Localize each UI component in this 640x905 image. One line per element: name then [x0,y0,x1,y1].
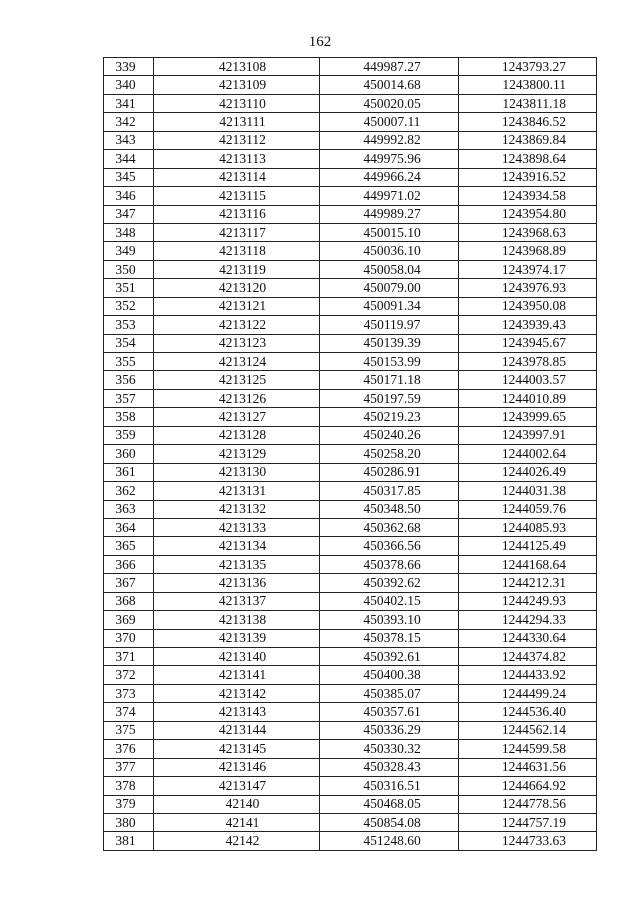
row-number-cell: 374 [104,703,154,721]
row-number-cell: 360 [104,445,154,463]
point-id-cell: 4213142 [154,684,320,702]
row-number-cell: 357 [104,389,154,407]
row-number-cell: 350 [104,260,154,278]
row-number-cell: 345 [104,168,154,186]
row-number-cell: 339 [104,58,154,76]
y-coordinate-cell: 1244031.38 [459,482,597,500]
row-number-cell: 354 [104,334,154,352]
x-coordinate-cell: 450015.10 [320,223,459,241]
y-coordinate-cell: 1244168.64 [459,555,597,573]
x-coordinate-cell: 450393.10 [320,611,459,629]
x-coordinate-cell: 450400.38 [320,666,459,684]
y-coordinate-cell: 1243968.89 [459,242,597,260]
x-coordinate-cell: 450286.91 [320,463,459,481]
point-id-cell: 42142 [154,832,320,850]
table-row [104,795,597,813]
point-id-cell: 4213113 [154,150,320,168]
y-coordinate-cell: 1244562.14 [459,721,597,739]
row-number-cell: 380 [104,813,154,831]
point-id-cell: 4213118 [154,242,320,260]
x-coordinate-cell: 450119.97 [320,316,459,334]
table-row [104,113,597,131]
table-row [104,721,597,739]
y-coordinate-cell: 1244085.93 [459,518,597,536]
x-coordinate-cell: 450153.99 [320,353,459,371]
y-coordinate-cell: 1244010.89 [459,389,597,407]
row-number-cell: 366 [104,555,154,573]
table-row [104,611,597,629]
row-number-cell: 352 [104,297,154,315]
x-coordinate-cell: 450091.34 [320,297,459,315]
point-id-cell: 4213108 [154,58,320,76]
point-id-cell: 4213132 [154,500,320,518]
table-row [104,131,597,149]
x-coordinate-cell: 450378.66 [320,555,459,573]
x-coordinate-cell: 450362.68 [320,518,459,536]
point-id-cell: 4213138 [154,611,320,629]
y-coordinate-cell: 1244002.64 [459,445,597,463]
point-id-cell: 4213109 [154,76,320,94]
y-coordinate-cell: 1243934.58 [459,187,597,205]
y-coordinate-cell: 1243950.08 [459,297,597,315]
point-id-cell: 4213121 [154,297,320,315]
table-row [104,537,597,555]
table-row [104,518,597,536]
point-id-cell: 4213112 [154,131,320,149]
x-coordinate-cell: 450197.59 [320,389,459,407]
x-coordinate-cell: 450328.43 [320,758,459,776]
x-coordinate-cell: 450385.07 [320,684,459,702]
row-number-cell: 370 [104,629,154,647]
y-coordinate-cell: 1244536.40 [459,703,597,721]
y-coordinate-cell: 1243811.18 [459,94,597,112]
y-coordinate-cell: 1243846.52 [459,113,597,131]
x-coordinate-cell: 449975.96 [320,150,459,168]
coordinates-table-container [103,57,596,851]
page-number: 162 [308,34,332,50]
y-coordinate-cell: 1243939.43 [459,316,597,334]
y-coordinate-cell: 1244026.49 [459,463,597,481]
row-number-cell: 363 [104,500,154,518]
y-coordinate-cell: 1243898.64 [459,150,597,168]
y-coordinate-cell: 1243800.11 [459,76,597,94]
row-number-cell: 362 [104,482,154,500]
table-row [104,426,597,444]
table-row [104,223,597,241]
x-coordinate-cell: 450366.56 [320,537,459,555]
point-id-cell: 4213119 [154,260,320,278]
point-id-cell: 4213126 [154,389,320,407]
row-number-cell: 356 [104,371,154,389]
y-coordinate-cell: 1244374.82 [459,648,597,666]
row-number-cell: 342 [104,113,154,131]
x-coordinate-cell: 450854.08 [320,813,459,831]
y-coordinate-cell: 1244599.58 [459,740,597,758]
table-row [104,168,597,186]
row-number-cell: 371 [104,648,154,666]
x-coordinate-cell: 450171.18 [320,371,459,389]
row-number-cell: 341 [104,94,154,112]
row-number-cell: 372 [104,666,154,684]
point-id-cell: 4213133 [154,518,320,536]
row-number-cell: 379 [104,795,154,813]
y-coordinate-cell: 1243978.85 [459,353,597,371]
table-row [104,316,597,334]
row-number-cell: 355 [104,353,154,371]
x-coordinate-cell: 450378.15 [320,629,459,647]
x-coordinate-cell: 450036.10 [320,242,459,260]
row-number-cell: 346 [104,187,154,205]
point-id-cell: 42141 [154,813,320,831]
table-row [104,463,597,481]
table-row [104,758,597,776]
x-coordinate-cell: 450392.61 [320,648,459,666]
table-row [104,187,597,205]
y-coordinate-cell: 1244499.24 [459,684,597,702]
point-id-cell: 4213145 [154,740,320,758]
table-row [104,58,597,76]
y-coordinate-cell: 1243968.63 [459,223,597,241]
table-row [104,574,597,592]
row-number-cell: 375 [104,721,154,739]
x-coordinate-cell: 450392.62 [320,574,459,592]
table-row [104,150,597,168]
table-row [104,648,597,666]
row-number-cell: 377 [104,758,154,776]
y-coordinate-cell: 1243999.65 [459,408,597,426]
row-number-cell: 368 [104,592,154,610]
x-coordinate-cell: 450139.39 [320,334,459,352]
point-id-cell: 4213131 [154,482,320,500]
y-coordinate-cell: 1244059.76 [459,500,597,518]
table-row [104,592,597,610]
table-row [104,297,597,315]
x-coordinate-cell: 450007.11 [320,113,459,131]
table-row [104,482,597,500]
y-coordinate-cell: 1244664.92 [459,777,597,795]
y-coordinate-cell: 1244330.64 [459,629,597,647]
table-row [104,813,597,831]
y-coordinate-cell: 1243997.91 [459,426,597,444]
x-coordinate-cell: 449971.02 [320,187,459,205]
x-coordinate-cell: 450357.61 [320,703,459,721]
row-number-cell: 361 [104,463,154,481]
y-coordinate-cell: 1243974.17 [459,260,597,278]
point-id-cell: 4213117 [154,223,320,241]
x-coordinate-cell: 450336.29 [320,721,459,739]
table-row [104,740,597,758]
point-id-cell: 4213120 [154,279,320,297]
row-number-cell: 359 [104,426,154,444]
point-id-cell: 4213129 [154,445,320,463]
point-id-cell: 4213127 [154,408,320,426]
x-coordinate-cell: 450402.15 [320,592,459,610]
y-coordinate-cell: 1243916.52 [459,168,597,186]
x-coordinate-cell: 450258.20 [320,445,459,463]
point-id-cell: 4213146 [154,758,320,776]
table-row [104,205,597,223]
table-row [104,389,597,407]
x-coordinate-cell: 450316.51 [320,777,459,795]
table-row [104,445,597,463]
y-coordinate-cell: 1244212.31 [459,574,597,592]
table-row [104,703,597,721]
point-id-cell: 4213139 [154,629,320,647]
x-coordinate-cell: 450348.50 [320,500,459,518]
row-number-cell: 373 [104,684,154,702]
table-row [104,832,597,850]
table-row [104,242,597,260]
row-number-cell: 343 [104,131,154,149]
table-row [104,629,597,647]
y-coordinate-cell: 1244433.92 [459,666,597,684]
row-number-cell: 340 [104,76,154,94]
table-row [104,666,597,684]
x-coordinate-cell: 450317.85 [320,482,459,500]
point-id-cell: 4213144 [154,721,320,739]
y-coordinate-cell: 1243976.93 [459,279,597,297]
point-id-cell: 4213128 [154,426,320,444]
table-row [104,260,597,278]
point-id-cell: 4213123 [154,334,320,352]
point-id-cell: 4213116 [154,205,320,223]
point-id-cell: 4213111 [154,113,320,131]
point-id-cell: 4213124 [154,353,320,371]
point-id-cell: 4213130 [154,463,320,481]
x-coordinate-cell: 449966.24 [320,168,459,186]
row-number-cell: 344 [104,150,154,168]
point-id-cell: 4213143 [154,703,320,721]
coordinates-table [103,57,597,851]
point-id-cell: 4213135 [154,555,320,573]
y-coordinate-cell: 1244757.19 [459,813,597,831]
point-id-cell: 4213134 [154,537,320,555]
row-number-cell: 351 [104,279,154,297]
table-row [104,684,597,702]
x-coordinate-cell: 449992.82 [320,131,459,149]
x-coordinate-cell: 450240.26 [320,426,459,444]
x-coordinate-cell: 450020.05 [320,94,459,112]
point-id-cell: 4213110 [154,94,320,112]
row-number-cell: 378 [104,777,154,795]
y-coordinate-cell: 1244294.33 [459,611,597,629]
point-id-cell: 4213122 [154,316,320,334]
x-coordinate-cell: 450330.32 [320,740,459,758]
point-id-cell: 42140 [154,795,320,813]
row-number-cell: 348 [104,223,154,241]
row-number-cell: 353 [104,316,154,334]
x-coordinate-cell: 450014.68 [320,76,459,94]
table-row [104,555,597,573]
x-coordinate-cell: 449989.27 [320,205,459,223]
x-coordinate-cell: 450079.00 [320,279,459,297]
point-id-cell: 4213114 [154,168,320,186]
row-number-cell: 376 [104,740,154,758]
coordinates-table-body [104,58,597,851]
x-coordinate-cell: 449987.27 [320,58,459,76]
table-row [104,279,597,297]
table-row [104,76,597,94]
y-coordinate-cell: 1244631.56 [459,758,597,776]
table-row [104,408,597,426]
table-row [104,371,597,389]
y-coordinate-cell: 1243793.27 [459,58,597,76]
table-row [104,334,597,352]
point-id-cell: 4213140 [154,648,320,666]
row-number-cell: 367 [104,574,154,592]
y-coordinate-cell: 1243945.67 [459,334,597,352]
table-row [104,500,597,518]
row-number-cell: 365 [104,537,154,555]
point-id-cell: 4213141 [154,666,320,684]
y-coordinate-cell: 1243869.84 [459,131,597,149]
point-id-cell: 4213136 [154,574,320,592]
y-coordinate-cell: 1244778.56 [459,795,597,813]
table-row [104,777,597,795]
y-coordinate-cell: 1244733.63 [459,832,597,850]
x-coordinate-cell: 451248.60 [320,832,459,850]
y-coordinate-cell: 1244003.57 [459,371,597,389]
point-id-cell: 4213137 [154,592,320,610]
x-coordinate-cell: 450219.23 [320,408,459,426]
x-coordinate-cell: 450468.05 [320,795,459,813]
y-coordinate-cell: 1244125.49 [459,537,597,555]
row-number-cell: 358 [104,408,154,426]
point-id-cell: 4213147 [154,777,320,795]
y-coordinate-cell: 1243954.80 [459,205,597,223]
row-number-cell: 381 [104,832,154,850]
row-number-cell: 369 [104,611,154,629]
point-id-cell: 4213115 [154,187,320,205]
y-coordinate-cell: 1244249.93 [459,592,597,610]
table-row [104,94,597,112]
row-number-cell: 347 [104,205,154,223]
point-id-cell: 4213125 [154,371,320,389]
row-number-cell: 364 [104,518,154,536]
table-row [104,353,597,371]
row-number-cell: 349 [104,242,154,260]
x-coordinate-cell: 450058.04 [320,260,459,278]
